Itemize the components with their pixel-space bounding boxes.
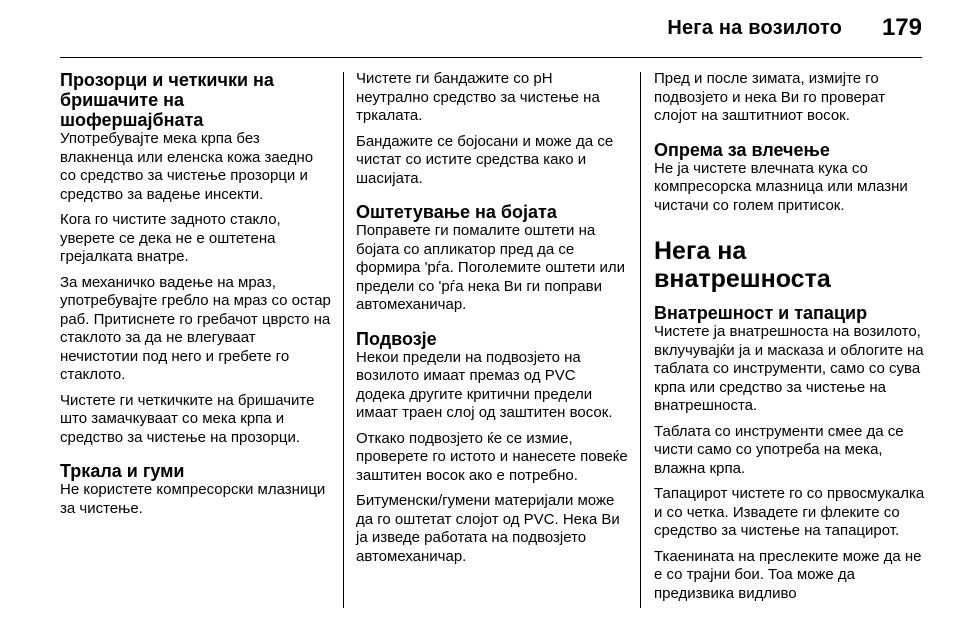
paragraph: Употребувајте мека крпа без влакненца или еленска кожа заедно со средство за чистење прозорци и средство за вадење инсекти.	[60, 130, 314, 203]
section-interior-upholstery	[654, 303, 926, 603]
section-heading: Опрема за влечење	[654, 139, 830, 160]
paragraph: Некои предели на подвозјето на возилото имаат премаз од PVC додека другите критични предели имаат траен слој од заштитен восок.	[356, 348, 613, 421]
section-heading: Тркала и гуми	[60, 461, 185, 481]
paragraph: Пред и после зимата, измијте го подвозјето и нека Ви го проверат слојот на заштитниот восок.	[654, 70, 886, 124]
chapter-heading: Нега на внатрешноста	[654, 237, 831, 293]
header-rule	[60, 57, 922, 58]
section-paint-damage	[356, 202, 628, 315]
paragraph: Чистете ја внатрешноста на возилото, вклучувајќи ја и масказа и облогите на таблата со инструменти, само со сува крпа или средство за чистење на внатрешноста.	[654, 323, 924, 414]
page-header	[0, 0, 960, 58]
column-2	[356, 70, 628, 580]
column-divider-2	[640, 72, 641, 608]
section-heading: Оштетување на бојата	[356, 202, 557, 222]
paragraph: Поправете ги помалите оштети на бојата со апликатор пред да се формира 'рѓа. Поголемите оштети или предели со 'рѓа нека Ви ги поправи автомеханичар.	[356, 222, 626, 313]
paragraph: Не користете компресорски млазници за чистење.	[60, 481, 326, 517]
column-1	[60, 70, 332, 532]
column-3	[654, 70, 926, 617]
paragraph: Кога го чистите задното стакло, уверете се дека не е оштетена грејалката внатре.	[60, 211, 281, 265]
section-heading: Внатрешност и тапацир	[654, 303, 868, 323]
paragraph: Чистете ги четкичките на бришачите што замачкуваат со мека крпа и средство за чистење на прозорци.	[60, 391, 315, 446]
page-number: 179	[881, 14, 922, 41]
paragraph: Таблата со инструменти смее да се чисти само со употреба на мека, влажна крпа.	[654, 422, 904, 477]
paragraph: Тапацирот чистете го со првосмукалка и со четка. Извадете ги флеките со средство за чистење на тапацирот.	[654, 485, 925, 539]
paragraph: Чистете ги бандажите со pH неутрално средство за чистење на тркалата.	[356, 70, 600, 124]
column-divider-1	[343, 72, 344, 608]
section-windows-wipers	[60, 70, 332, 447]
section-wheels-tyres	[60, 461, 332, 518]
section-heading: Прозорци и четкички на бришачите на шофершајбната	[60, 70, 274, 130]
section-towing-equipment	[654, 140, 926, 216]
paragraph: Не ја чистете влечната кука со компресорска млазница или млазни чистачи со голем притисок.	[654, 159, 908, 214]
running-title: Нега на возилото	[667, 17, 842, 39]
paragraph: За механичко вадење на мраз, употребувајте гребло на мраз со остар раб. Притиснете го гребачот цврсто на стаклото за да не влегуваат нечистотии под него и гребете го стаклото.	[60, 273, 331, 383]
paragraph: Откако подвозјето ќе се измие, проверете го истото и нанесете повеќе заштитен восок ако е потребно.	[356, 429, 628, 484]
section-heading: Подвозје	[356, 328, 437, 349]
paragraph: Бандажите се бојосани и може да се чистат со истите средства како и шасијата.	[356, 132, 614, 187]
paragraph: Ткаенината на преслеките може да не е со трајни бои. Тоа може да предизвика видливо	[654, 547, 922, 602]
paragraph: Битуменски/гумени материјали може да го оштетат слојот од PVC. Нека Ви ја изведе работата на подвозјето автомеханичар.	[356, 492, 620, 565]
section-underbody	[356, 329, 628, 567]
